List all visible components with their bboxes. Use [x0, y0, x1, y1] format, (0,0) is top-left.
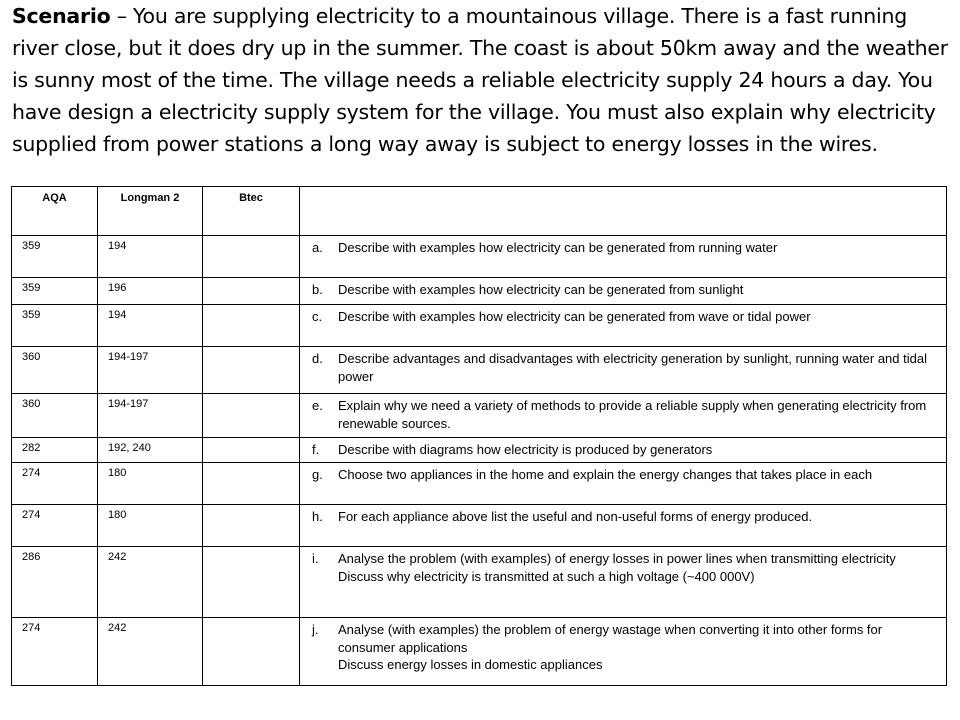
header-longman: Longman 2: [98, 187, 203, 236]
header-aqa: AQA: [12, 187, 98, 236]
header-task: [300, 187, 947, 236]
longman-cell: 242: [98, 618, 203, 686]
longman-cell: 180: [98, 463, 203, 505]
aqa-cell: 359: [12, 305, 98, 347]
longman-cell: 194: [98, 236, 203, 278]
task-text: [338, 281, 940, 299]
table-row: [12, 394, 947, 438]
table-row: [12, 505, 947, 547]
aqa-cell: 360: [12, 394, 98, 438]
task-cell: [300, 463, 947, 505]
aqa-cell: 359: [12, 278, 98, 305]
task-letter: f.: [312, 442, 320, 457]
task-cell: [300, 305, 947, 347]
task-text: [338, 397, 940, 432]
task-line: For each appliance above list the useful and non-useful forms of energy produced.: [338, 509, 813, 524]
longman-cell: 180: [98, 505, 203, 547]
table-row: [12, 347, 947, 394]
btec-cell: [203, 278, 300, 305]
btec-cell: [203, 505, 300, 547]
scenario-paragraph: [12, 0, 952, 160]
aqa-cell: 286: [12, 547, 98, 618]
task-text: [338, 621, 940, 674]
task-cell: [300, 547, 947, 618]
task-line: Describe with examples how electricity can be generated from sunlight: [338, 282, 744, 297]
task-table: [11, 186, 947, 686]
btec-cell: [203, 547, 300, 618]
aqa-cell: 274: [12, 463, 98, 505]
task-cell: [300, 505, 947, 547]
task-line: Analyse (with examples) the problem of energy wastage when converting it into other forms for consumer applications: [338, 622, 883, 655]
task-letter: e.: [312, 398, 323, 413]
longman-cell: 194-197: [98, 394, 203, 438]
scenario-label: Scenario: [12, 4, 111, 28]
task-line: Describe advantages and disadvantages with electricity generation by sunlight, running water and tidal power: [338, 351, 927, 384]
btec-cell: [203, 236, 300, 278]
task-line: Explain why we need a variety of methods to provide a reliable supply when generating electricity from renewable sources.: [338, 398, 927, 431]
task-letter: h.: [312, 509, 323, 524]
task-letter: g.: [312, 467, 323, 482]
task-letter: d.: [312, 351, 323, 366]
btec-cell: [203, 347, 300, 394]
table-row: [12, 278, 947, 305]
longman-cell: 192, 240: [98, 438, 203, 463]
task-text: [338, 508, 940, 526]
task-line: Describe with examples how electricity can be generated from running water: [338, 240, 778, 255]
task-line: Discuss energy losses in domestic appliances: [338, 657, 603, 672]
table-row: [12, 547, 947, 618]
task-letter: a.: [312, 240, 323, 255]
aqa-cell: 274: [12, 505, 98, 547]
task-cell: [300, 347, 947, 394]
task-cell: [300, 618, 947, 686]
btec-cell: [203, 618, 300, 686]
task-text: [338, 239, 940, 257]
aqa-cell: 360: [12, 347, 98, 394]
task-text: [338, 466, 940, 484]
task-letter: c.: [312, 309, 323, 324]
task-text: [338, 350, 940, 385]
task-letter: b.: [312, 282, 323, 297]
header-btec: Btec: [203, 187, 300, 236]
table-row: [12, 236, 947, 278]
btec-cell: [203, 394, 300, 438]
task-cell: [300, 394, 947, 438]
table-row: [12, 463, 947, 505]
table-row: [12, 438, 947, 463]
task-letter: i.: [312, 551, 319, 566]
task-line: Describe with examples how electricity can be generated from wave or tidal power: [338, 309, 811, 324]
table-header-row: [12, 187, 947, 236]
task-line: Describe with diagrams how electricity is produced by generators: [338, 442, 713, 457]
aqa-cell: 282: [12, 438, 98, 463]
longman-cell: 242: [98, 547, 203, 618]
btec-cell: [203, 438, 300, 463]
aqa-cell: 274: [12, 618, 98, 686]
task-letter: j.: [312, 622, 319, 637]
task-cell: [300, 236, 947, 278]
table-row: [12, 618, 947, 686]
btec-cell: [203, 463, 300, 505]
task-cell: [300, 438, 947, 463]
longman-cell: 196: [98, 278, 203, 305]
task-cell: [300, 278, 947, 305]
task-line: Discuss why electricity is transmitted at such a high voltage (~400 000V): [338, 568, 755, 584]
task-text: [338, 308, 940, 326]
task-line: Choose two appliances in the home and explain the energy changes that takes place in each: [338, 467, 873, 482]
scenario-text: – You are supplying electricity to a mountainous village. There is a fast running river close, but it does dry up in the summer. The coast is about 50km away and the weather is sunny most of the time. The village needs a reliable electricity supply 24 hours a day. You have design a electricity supply system for the village. You must also explain why electricity supplied from power stations a long way away is subject to energy losses in the wires.: [12, 4, 948, 156]
btec-cell: [203, 305, 300, 347]
task-text: [338, 550, 940, 585]
aqa-cell: 359: [12, 236, 98, 278]
table-row: [12, 305, 947, 347]
longman-cell: 194-197: [98, 347, 203, 394]
longman-cell: 194: [98, 305, 203, 347]
task-text: [338, 441, 940, 459]
task-line: Analyse the problem (with examples) of energy losses in power lines when transmitting electricity: [338, 551, 896, 566]
